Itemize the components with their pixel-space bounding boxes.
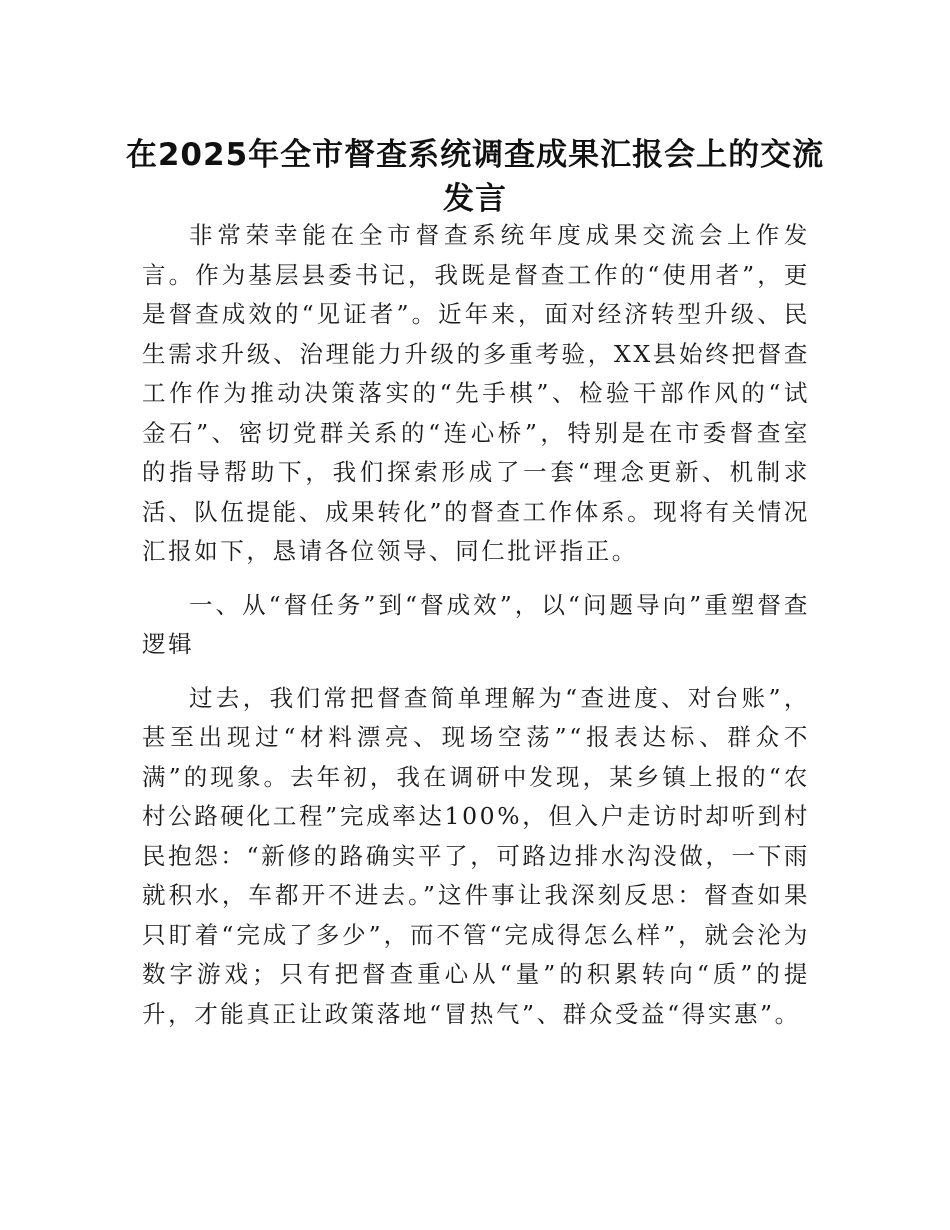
section-heading-1: 一、从“督任务”到“督成效”，以“问题导向”重塑督查逻辑 (142, 590, 810, 658)
paragraph-intro: 非常荣幸能在全市督查系统年度成果交流会上作发言。作为基层县委书记，我既是督查工作的“使用者”，更是督查成效的“见证者”。近年来，面对经济转型升级、民生需求升级、治理能力升级的多重考验，XX县始终把督查工作作为推动决策落实的“先手棋”、检验干部作风的“试金石”、密切党群关系的“连心桥”，特别是在市委督查室的指导帮助下，我们探索形成了一套“理念更新、机制求活、队伍提能、成果转化”的督查工作体系。现将有关情况汇报如下，恳请各位领导、同仁批评指正。 (142, 221, 810, 565)
paragraph-section-1: 过去，我们常把督查简单理解为“查进度、对台账”，甚至出现过“材料漂亮、现场空荡”“报表达标、群众不满”的现象。去年初，我在调研中发现，某乡镇上报的“农村公路硬化工程”完成率达100%，但入户走访时却听到村民抱怨：“新修的路确实平了，可路边排水沟没做，一下雨就积水，车都开不进去。”这件事让我深刻反思：督查如果只盯着“完成了多少”，而不管“完成得怎么样”，就会沦为数字游戏；只有把督查重心从“量”的积累转向“质”的提升，才能真正让政策落地“冒热气”、群众受益“得实惠”。 (142, 683, 810, 1028)
document-body (142, 216, 810, 1034)
document-title: 在2025年全市督查系统调查成果汇报会上的交流发言 (125, 136, 825, 217)
